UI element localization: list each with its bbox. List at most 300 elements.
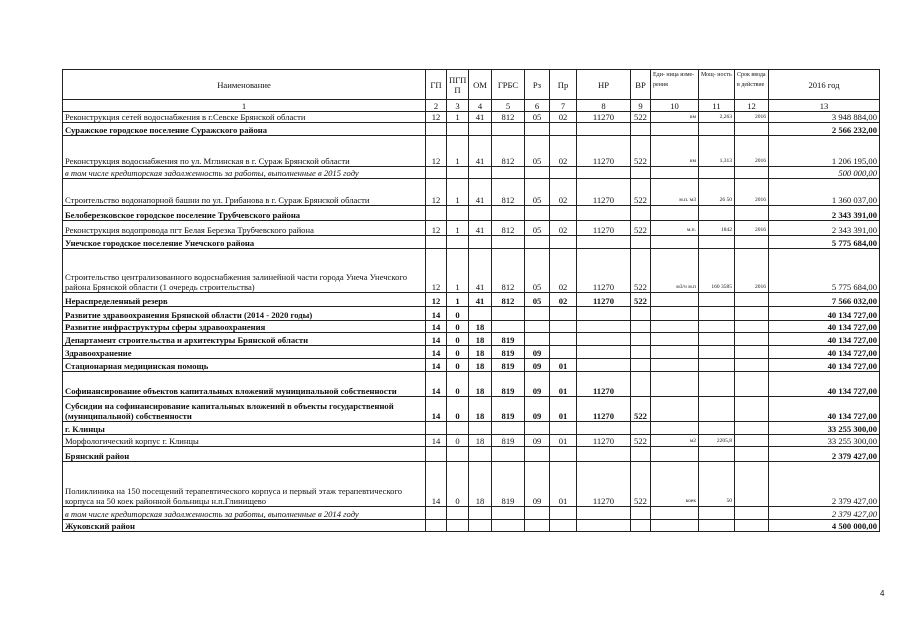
cell-om: 41: [469, 221, 492, 236]
cell-gp: 12: [426, 112, 447, 123]
col-header-power: Мощ- ность: [699, 70, 735, 100]
cell-term: [735, 520, 769, 532]
cell-om: [469, 447, 492, 462]
cell-ppgp: [447, 447, 469, 462]
column-number: 6: [525, 100, 550, 112]
cell-rz: [525, 333, 550, 346]
cell-term: [735, 236, 769, 249]
cell-rz: 09: [525, 372, 550, 397]
cell-ppgp: [447, 123, 469, 136]
cell-unit: [651, 507, 699, 520]
cell-rz: 05: [525, 179, 550, 206]
cell-grbs: [492, 236, 525, 249]
cell-ppgp: 0: [447, 359, 469, 372]
cell-vr: 522: [631, 136, 651, 167]
col-header-om: ОМ: [469, 70, 492, 100]
table-row: [63, 206, 880, 221]
cell-term: [735, 293, 769, 307]
cell-grbs: [492, 167, 525, 179]
cell-vr: [631, 321, 651, 333]
cell-power: [699, 520, 735, 532]
cell-gp: [426, 447, 447, 462]
cell-amount: 7 566 032,00: [769, 293, 880, 307]
budget-table: [62, 69, 880, 532]
cell-power: 26 50: [699, 179, 735, 206]
table-row: [63, 112, 880, 123]
cell-term: [735, 307, 769, 321]
cell-term: [735, 333, 769, 346]
cell-nr: [577, 206, 631, 221]
cell-gp: 14: [426, 372, 447, 397]
cell-pr: [550, 167, 577, 179]
cell-rz: 05: [525, 249, 550, 293]
cell-unit: км: [651, 112, 699, 123]
cell-ppgp: 1: [447, 293, 469, 307]
table-row: [63, 236, 880, 249]
table-row: [63, 346, 880, 359]
cell-gp: 14: [426, 397, 447, 422]
cell-pr: [550, 346, 577, 359]
cell-power: [699, 307, 735, 321]
cell-amount: 3 948 884,00: [769, 112, 880, 123]
cell-term: 2016: [735, 136, 769, 167]
table-row: [63, 321, 880, 333]
cell-ppgp: [447, 167, 469, 179]
cell-nr: [577, 346, 631, 359]
cell-nr: [577, 333, 631, 346]
table-row: [63, 447, 880, 462]
cell-nr: [577, 123, 631, 136]
cell-vr: [631, 447, 651, 462]
cell-grbs: [492, 520, 525, 532]
cell-amount: 2 343 391,00: [769, 206, 880, 221]
cell-power: [699, 321, 735, 333]
cell-nr: 11270: [577, 136, 631, 167]
cell-vr: [631, 520, 651, 532]
cell-term: [735, 372, 769, 397]
cell-vr: [631, 422, 651, 435]
column-number: 1: [63, 100, 426, 112]
column-number: 2: [426, 100, 447, 112]
page-number: 4: [880, 589, 885, 598]
cell-pr: [550, 236, 577, 249]
cell-ppgp: [447, 206, 469, 221]
column-number-row: [63, 100, 880, 112]
column-number: 8: [577, 100, 631, 112]
cell-gp: 14: [426, 321, 447, 333]
row-name: Развитие инфраструктуры сферы здравоохранения: [63, 321, 426, 333]
cell-ppgp: 0: [447, 307, 469, 321]
cell-grbs: 819: [492, 397, 525, 422]
cell-unit: км: [651, 136, 699, 167]
cell-grbs: [492, 422, 525, 435]
col-header-ppgp: ПГП П: [447, 70, 469, 100]
cell-amount: 40 134 727,00: [769, 307, 880, 321]
cell-pr: [550, 507, 577, 520]
cell-unit: [651, 167, 699, 179]
table-row: [63, 221, 880, 236]
cell-om: [469, 307, 492, 321]
cell-om: [469, 520, 492, 532]
cell-gp: 12: [426, 249, 447, 293]
cell-power: [699, 346, 735, 359]
cell-grbs: 812: [492, 293, 525, 307]
cell-gp: 12: [426, 293, 447, 307]
cell-ppgp: 0: [447, 372, 469, 397]
cell-unit: [651, 206, 699, 221]
cell-amount: 2 379 427,00: [769, 507, 880, 520]
cell-ppgp: 1: [447, 136, 469, 167]
cell-pr: 02: [550, 179, 577, 206]
table-row: [63, 249, 880, 293]
cell-om: [469, 206, 492, 221]
cell-pr: 01: [550, 359, 577, 372]
row-name: Брянский район: [63, 447, 426, 462]
cell-term: [735, 397, 769, 422]
cell-rz: [525, 321, 550, 333]
row-name: Нераспределенный резерв: [63, 293, 426, 307]
cell-rz: 05: [525, 112, 550, 123]
cell-grbs: [492, 206, 525, 221]
cell-gp: 12: [426, 136, 447, 167]
cell-rz: [525, 236, 550, 249]
row-name: г. Клинцы: [63, 422, 426, 435]
cell-rz: 09: [525, 462, 550, 507]
table-row: [63, 359, 880, 372]
cell-pr: 01: [550, 397, 577, 422]
cell-unit: м2: [651, 435, 699, 447]
table-row: [63, 397, 880, 422]
cell-amount: 33 255 300,00: [769, 422, 880, 435]
cell-pr: [550, 307, 577, 321]
cell-ppgp: 0: [447, 435, 469, 447]
col-header-gp: ГП: [426, 70, 447, 100]
table-row: [63, 372, 880, 397]
cell-unit: м.п. м3: [651, 179, 699, 206]
cell-term: 2016: [735, 249, 769, 293]
row-name: Здравоохранение: [63, 346, 426, 359]
cell-om: 41: [469, 293, 492, 307]
cell-amount: 2 379 427,00: [769, 447, 880, 462]
cell-unit: [651, 321, 699, 333]
cell-amount: 5 775 684,00: [769, 249, 880, 293]
cell-unit: [651, 236, 699, 249]
cell-om: 18: [469, 359, 492, 372]
cell-gp: [426, 123, 447, 136]
cell-gp: 14: [426, 359, 447, 372]
cell-vr: [631, 206, 651, 221]
cell-rz: 05: [525, 221, 550, 236]
cell-power: [699, 333, 735, 346]
cell-om: 18: [469, 462, 492, 507]
table-row: [63, 123, 880, 136]
cell-gp: 12: [426, 179, 447, 206]
cell-term: 2016: [735, 221, 769, 236]
cell-term: [735, 462, 769, 507]
column-number: 11: [699, 100, 735, 112]
cell-nr: 11270: [577, 372, 631, 397]
cell-power: [699, 397, 735, 422]
cell-unit: [651, 293, 699, 307]
cell-ppgp: 0: [447, 333, 469, 346]
cell-rz: 09: [525, 346, 550, 359]
table-row: [63, 179, 880, 206]
column-number: 3: [447, 100, 469, 112]
cell-om: [469, 236, 492, 249]
cell-vr: [631, 507, 651, 520]
cell-gp: 14: [426, 333, 447, 346]
cell-term: [735, 507, 769, 520]
cell-om: 18: [469, 346, 492, 359]
cell-rz: [525, 167, 550, 179]
cell-amount: 2 379 427,00: [769, 462, 880, 507]
cell-pr: 02: [550, 136, 577, 167]
cell-gp: [426, 206, 447, 221]
cell-om: [469, 123, 492, 136]
cell-gp: 14: [426, 435, 447, 447]
cell-gp: [426, 422, 447, 435]
cell-nr: [577, 321, 631, 333]
cell-amount: 40 134 727,00: [769, 372, 880, 397]
cell-rz: [525, 507, 550, 520]
cell-ppgp: 0: [447, 346, 469, 359]
table-row: [63, 136, 880, 167]
column-number: 4: [469, 100, 492, 112]
cell-amount: 33 255 300,00: [769, 435, 880, 447]
cell-vr: [631, 359, 651, 372]
cell-term: [735, 167, 769, 179]
cell-nr: [577, 507, 631, 520]
cell-power: 160 3585: [699, 249, 735, 293]
row-name: Стационарная медицинская помощь: [63, 359, 426, 372]
cell-term: [735, 206, 769, 221]
col-header-name: Наименование: [63, 70, 426, 100]
cell-power: 2205,8: [699, 435, 735, 447]
row-name: Жуковский район: [63, 520, 426, 532]
cell-rz: [525, 123, 550, 136]
cell-nr: [577, 236, 631, 249]
row-name: Софинансирование объектов капитальных вложений муниципальной собственности: [63, 372, 426, 397]
cell-unit: [651, 307, 699, 321]
cell-power: [699, 167, 735, 179]
cell-ppgp: 0: [447, 397, 469, 422]
cell-grbs: [492, 321, 525, 333]
cell-vr: 522: [631, 397, 651, 422]
cell-om: 41: [469, 179, 492, 206]
cell-power: 2,263: [699, 112, 735, 123]
cell-vr: [631, 123, 651, 136]
cell-pr: 01: [550, 435, 577, 447]
cell-power: 1,313: [699, 136, 735, 167]
cell-grbs: [492, 307, 525, 321]
cell-om: 41: [469, 136, 492, 167]
col-header-nr: НР: [577, 70, 631, 100]
cell-power: [699, 372, 735, 397]
cell-pr: 01: [550, 372, 577, 397]
table-row: [63, 167, 880, 179]
cell-gp: [426, 167, 447, 179]
cell-nr: 11270: [577, 112, 631, 123]
row-name: Строительство водонапорной башни по ул. Грибанова в г. Сураж Брянской области: [63, 179, 426, 206]
cell-grbs: 819: [492, 346, 525, 359]
cell-rz: [525, 447, 550, 462]
cell-om: 18: [469, 397, 492, 422]
cell-om: [469, 507, 492, 520]
cell-amount: 40 134 727,00: [769, 346, 880, 359]
cell-gp: 14: [426, 462, 447, 507]
cell-om: 18: [469, 372, 492, 397]
cell-nr: [577, 447, 631, 462]
cell-power: 1842: [699, 221, 735, 236]
col-header-rz: Рз: [525, 70, 550, 100]
row-name: в том числе кредиторская задолженность за работы, выполненные в 2015 году: [63, 167, 426, 179]
cell-unit: м.п.: [651, 221, 699, 236]
row-name: Реконструкция водопровода пгт Белая Березка Трубчевского района: [63, 221, 426, 236]
cell-unit: [651, 372, 699, 397]
cell-unit: [651, 520, 699, 532]
cell-pr: [550, 520, 577, 532]
cell-pr: 01: [550, 462, 577, 507]
col-header-year: 2016 год: [769, 70, 880, 100]
cell-term: [735, 422, 769, 435]
cell-gp: [426, 520, 447, 532]
cell-rz: [525, 520, 550, 532]
cell-pr: 02: [550, 249, 577, 293]
row-name: Морфологический корпус г. Клинцы: [63, 435, 426, 447]
cell-nr: [577, 167, 631, 179]
row-name: Суражское городское поселение Суражского района: [63, 123, 426, 136]
cell-amount: 40 134 727,00: [769, 397, 880, 422]
cell-amount: 1 206 195,00: [769, 136, 880, 167]
table-row: [63, 307, 880, 321]
cell-grbs: 819: [492, 372, 525, 397]
cell-om: [469, 422, 492, 435]
cell-nr: 11270: [577, 462, 631, 507]
cell-vr: [631, 167, 651, 179]
col-header-pr: Пр: [550, 70, 577, 100]
row-name: Субсидии на софинансирование капитальных вложений в объекты государственной (муниципальной) собственности: [63, 397, 426, 422]
column-number: 9: [631, 100, 651, 112]
cell-power: [699, 293, 735, 307]
col-header-grbs: ГРБС: [492, 70, 525, 100]
cell-ppgp: 1: [447, 221, 469, 236]
table-row: [63, 435, 880, 447]
cell-vr: 522: [631, 221, 651, 236]
row-name: Белоберезковское городское поселение Трубчевского района: [63, 206, 426, 221]
cell-grbs: [492, 447, 525, 462]
cell-power: [699, 123, 735, 136]
cell-vr: [631, 346, 651, 359]
table-row: [63, 293, 880, 307]
table-row: [63, 333, 880, 346]
cell-nr: 11270: [577, 293, 631, 307]
cell-unit: [651, 422, 699, 435]
cell-amount: 40 134 727,00: [769, 333, 880, 346]
row-name: Строительство централизованного водоснабжения залинейной части города Унеча Унечского района Брянской области (1 очередь строительства): [63, 249, 426, 293]
cell-ppgp: 1: [447, 249, 469, 293]
cell-ppgp: 0: [447, 462, 469, 507]
cell-grbs: 819: [492, 462, 525, 507]
cell-vr: [631, 372, 651, 397]
cell-rz: 09: [525, 359, 550, 372]
table-row: [63, 462, 880, 507]
cell-term: 2016: [735, 179, 769, 206]
cell-unit: [651, 447, 699, 462]
col-header-vr: ВР: [631, 70, 651, 100]
cell-amount: 1 360 037,00: [769, 179, 880, 206]
cell-power: [699, 422, 735, 435]
cell-pr: [550, 206, 577, 221]
cell-om: 41: [469, 249, 492, 293]
row-name: Реконструкция водоснабжения по ул. Мглинская в г. Сураж Брянской области: [63, 136, 426, 167]
cell-vr: [631, 307, 651, 321]
cell-grbs: 812: [492, 249, 525, 293]
cell-term: [735, 346, 769, 359]
cell-nr: [577, 359, 631, 372]
cell-vr: 522: [631, 179, 651, 206]
cell-unit: м3/ч м.п: [651, 249, 699, 293]
cell-nr: [577, 307, 631, 321]
cell-rz: [525, 307, 550, 321]
cell-amount: 4 500 000,00: [769, 520, 880, 532]
cell-term: 2016: [735, 112, 769, 123]
cell-vr: 522: [631, 462, 651, 507]
cell-unit: [651, 397, 699, 422]
cell-unit: [651, 359, 699, 372]
column-number: 10: [651, 100, 699, 112]
cell-vr: 522: [631, 112, 651, 123]
cell-power: [699, 236, 735, 249]
row-name: Департамент строительства и архитектуры Брянской области: [63, 333, 426, 346]
cell-nr: 11270: [577, 397, 631, 422]
cell-power: 50: [699, 462, 735, 507]
cell-gp: 12: [426, 221, 447, 236]
cell-om: 18: [469, 321, 492, 333]
cell-om: 18: [469, 435, 492, 447]
cell-rz: 09: [525, 435, 550, 447]
cell-pr: [550, 447, 577, 462]
cell-unit: [651, 333, 699, 346]
cell-pr: 02: [550, 293, 577, 307]
cell-grbs: [492, 507, 525, 520]
table-row: [63, 507, 880, 520]
cell-grbs: 812: [492, 112, 525, 123]
cell-grbs: 819: [492, 435, 525, 447]
cell-pr: [550, 422, 577, 435]
cell-grbs: 812: [492, 136, 525, 167]
cell-term: [735, 435, 769, 447]
cell-unit: коек: [651, 462, 699, 507]
cell-unit: [651, 123, 699, 136]
cell-pr: [550, 333, 577, 346]
cell-power: [699, 447, 735, 462]
cell-nr: [577, 422, 631, 435]
column-number: 5: [492, 100, 525, 112]
cell-gp: 14: [426, 346, 447, 359]
cell-term: [735, 123, 769, 136]
cell-term: [735, 321, 769, 333]
col-header-unit: Еди- ница изме- рения: [651, 70, 699, 100]
cell-vr: 522: [631, 249, 651, 293]
cell-term: [735, 359, 769, 372]
cell-nr: 11270: [577, 221, 631, 236]
row-name: Развитие здравоохранения Брянской области (2014 - 2020 годы): [63, 307, 426, 321]
cell-vr: [631, 236, 651, 249]
cell-grbs: 819: [492, 359, 525, 372]
cell-term: [735, 447, 769, 462]
cell-ppgp: 1: [447, 179, 469, 206]
header-row: [63, 70, 880, 100]
